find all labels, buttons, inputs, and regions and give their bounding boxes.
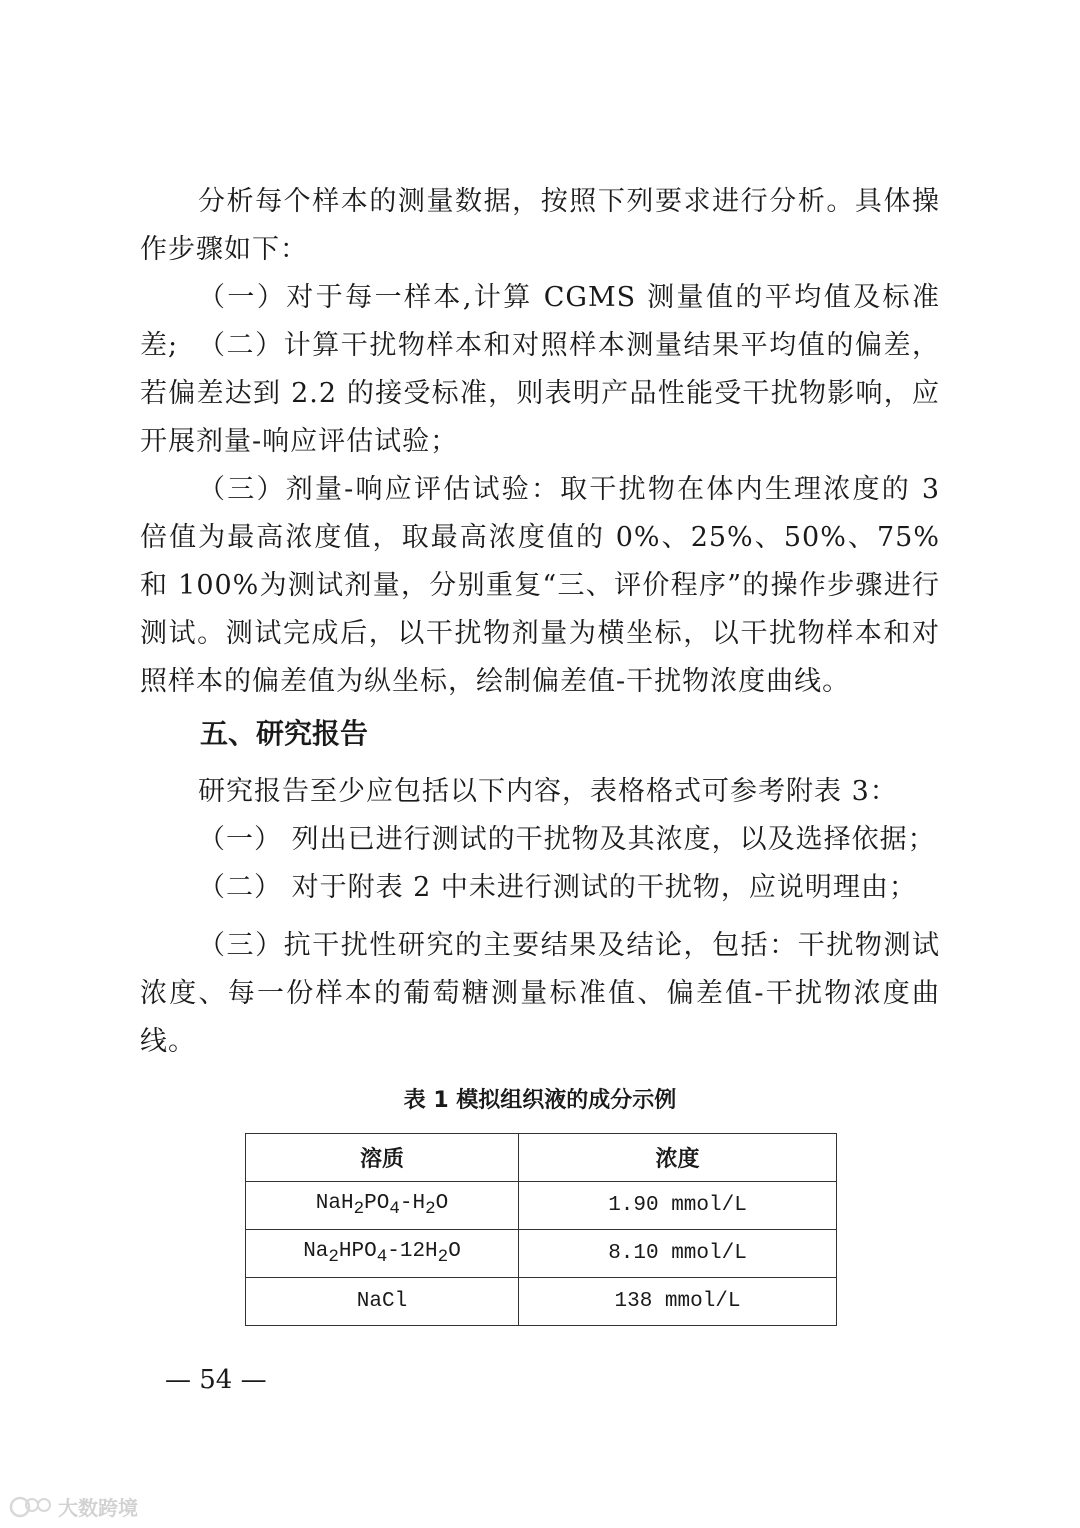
cell-concentration: 138 mmol/L	[519, 1278, 837, 1326]
table-header-row	[246, 1134, 837, 1182]
paragraph-analysis-intro: 分析每个样本的测量数据，按照下列要求进行分析。具体操作步骤如下：	[140, 186, 940, 265]
cell-solute: $Na_2HPO_4-12H_2O$	[246, 1230, 519, 1278]
header-solute: 溶质	[246, 1134, 519, 1182]
header-concentration: 浓度	[519, 1134, 837, 1182]
page-number: — 54 —	[165, 1365, 267, 1395]
cell-concentration: 8.10 mmol/L	[519, 1230, 837, 1278]
cell-solute: NaCl	[246, 1278, 519, 1326]
paragraph-step-3: （三）剂量-响应评估试验：取干扰物在体内生理浓度的 3 倍值为最高浓度值，取最高浓度值的 0%、25%、50%、75%和 100%为测试剂量，分别重复“三、评价程序”的操作步骤进行测试。测试完成后，以干扰物剂量为横坐标，以干扰物样本和对照样本的偏差值为纵坐标，绘制偏差值-干扰物浓度曲线。	[140, 474, 940, 697]
table-row	[246, 1278, 837, 1326]
watermark	[8, 1492, 138, 1521]
cell-solute: $NaH_2PO_4-H_2O$	[246, 1182, 519, 1230]
cell-concentration: 1.90 mmol/L	[519, 1182, 837, 1230]
report-item-2: （二） 对于附表 2 中未进行测试的干扰物，应说明理由；	[198, 872, 917, 903]
watermark-logo-icon	[8, 1493, 54, 1521]
report-item-3: （三）抗干扰性研究的主要结果及结论，包括：干扰物测试浓度、每一份样本的葡萄糖测量标准值、偏差值-干扰物浓度曲线。	[140, 930, 940, 1057]
section-heading: 五、研究报告	[200, 717, 369, 750]
table-row	[246, 1182, 837, 1230]
report-intro: 研究报告至少应包括以下内容，表格格式可参考附表 3：	[198, 776, 898, 807]
watermark-text: 大数跨境	[58, 1496, 138, 1520]
report-item-1: （一） 列出已进行测试的干扰物及其浓度，以及选择依据；	[198, 824, 936, 855]
composition-table	[245, 1133, 837, 1326]
paragraph-step-2: （二）计算干扰物样本和对照样本测量结果平均值的偏差，若偏差达到 2.2 的接受标准，则表明产品性能受干扰物影响，应开展剂量-响应评估试验；	[140, 330, 940, 457]
table-row	[246, 1230, 837, 1278]
paragraph-step-1: （一）对于每一样本,计算 CGMS 测量值的平均值及标准差;	[140, 282, 940, 361]
table-caption: 表 1 模拟组织液的成分示例	[403, 1088, 677, 1113]
